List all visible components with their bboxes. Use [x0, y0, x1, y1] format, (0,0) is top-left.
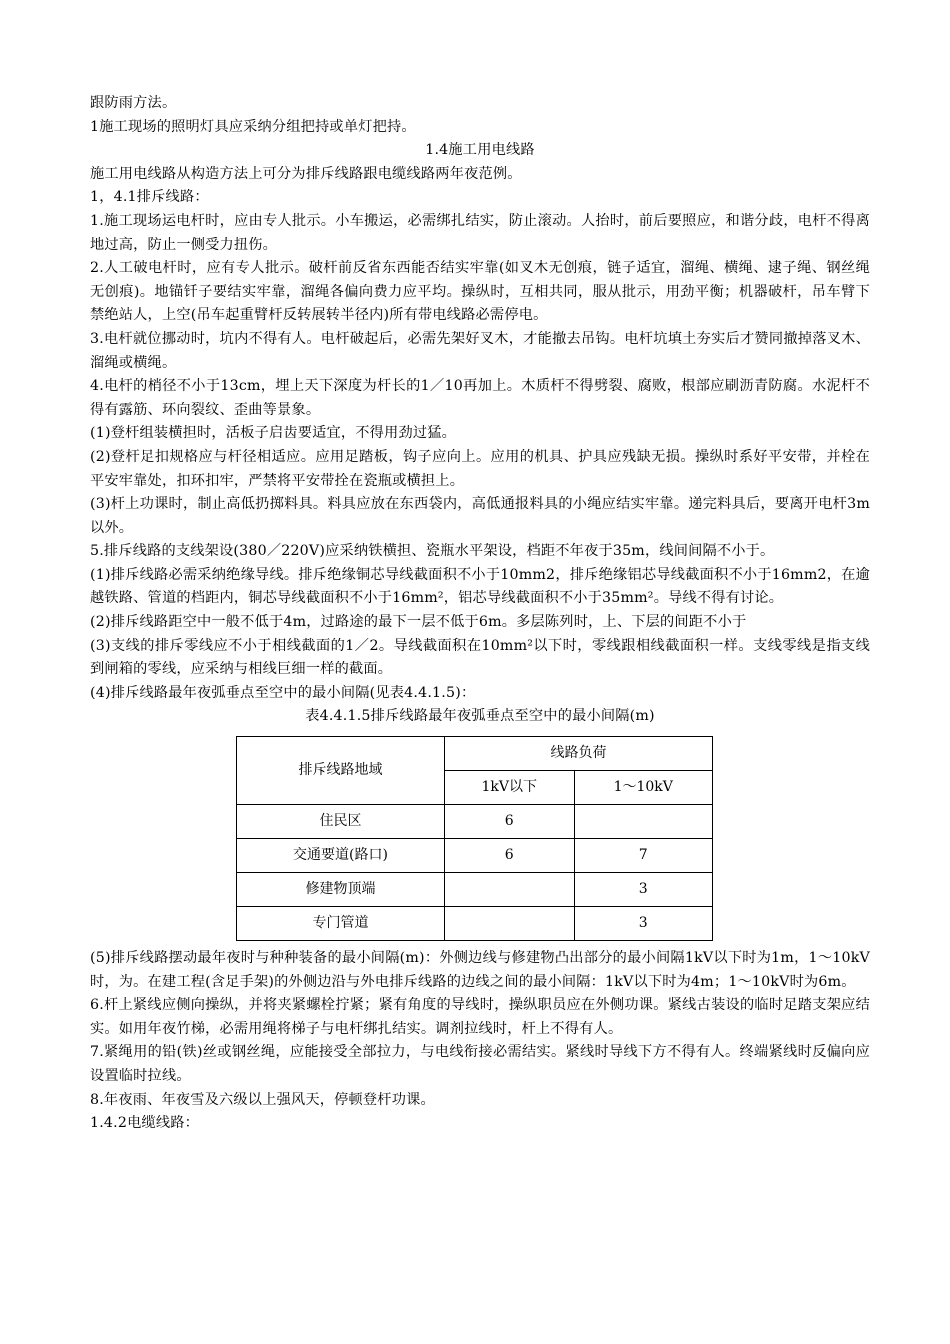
paragraph: 3.电杆就位挪动时，坑内不得有人。电杆破起后，必需先架好叉木，才能撤去吊钩。电杆坑填土夯实后才赞同撤掉落叉木、溜绳或横绳。	[90, 330, 870, 371]
paragraph: 8.年夜雨、年夜雪及六级以上强风天，停顿登杆功课。	[90, 1091, 435, 1108]
paragraph: 1.施工现场运电杆时，应由专人批示。小车搬运，必需绑扎结实，防止滚动。人抬时，前后要照应，和谐分歧，电杆不得离地过高，防止一侧受力扭伤。	[90, 212, 870, 253]
paragraph: 4.电杆的梢径不小于13cm，埋上天下深度为杆长的1／10再加上。木质杆不得劈裂、腐败，根部应刷沥青防腐。水泥杆不得有露筋、环向裂纹、歪曲等景象。	[90, 378, 870, 418]
cell-value: 7	[574, 839, 713, 873]
cell-value: 3	[574, 907, 713, 941]
paragraph: 1施工现场的照明灯具应采纳分组把持或单灯把持。	[90, 118, 416, 135]
cell-region: 交通要道(路口)	[237, 839, 445, 873]
paragraph: (1)排斥线路必需采纳绝缘导线。排斥绝缘铜芯导线截面积不小于10mm2，排斥绝缘铝芯导线截面积不小于16mm2，在逾越铁路、管道的档距内，铜芯导线截面积不小于16mm²，铝芯导线截面积不小于35mm²。导线不得有讨论。	[90, 566, 870, 607]
table-caption: 表4.4.1.5排斥线路最年夜弧垂点至空中的最小间隔(m)	[305, 708, 655, 725]
paragraph: 施工用电线路从构造方法上可分为排斥线路跟电缆线路两年夜范例。	[90, 165, 522, 182]
paragraph: 2.人工破电杆时，应有专人批示。破杆前反省东西能否结实牢靠(如叉木无创痕，链子适宜，溜绳、横绳、逮子绳、钢丝绳无创痕)。地锚钎子要结实牢靠，溜绳各偏向费力应平均。操纵时，互相共同，服从批示，用劲平衡；机器破杆，吊车臂下禁绝站人，上空(吊车起重臂杆反转展转半径内)所有带电线路必需停电。	[90, 260, 870, 324]
table-row	[237, 873, 713, 907]
paragraph: 5.排斥线路的支线架设(380／220V)应采纳铁横担、瓷瓶水平架设，档距不年夜于35m，线间间隔不小于。	[90, 543, 775, 560]
paragraph: (4)排斥线路最年夜弧垂点至空中的最小间隔(见表4.4.1.5)：	[90, 684, 476, 701]
paragraph: (2)登杆足扣规格应与杆径相适应。应用足踏板，钩子应向上。应用的机具、护具应残缺无损。操纵时系好平安带，并栓在平安牢靠处，扣环扣牢，严禁将平安带拴在瓷瓶或横担上。	[90, 448, 870, 489]
cell-value	[574, 805, 713, 839]
cell-value: 3	[574, 873, 713, 907]
subsection-title: 1.4.2电缆线路：	[90, 1115, 200, 1132]
document-page	[90, 92, 870, 1136]
table-row	[237, 805, 713, 839]
header-col-10kv: 1～10kV	[574, 771, 713, 805]
paragraph: 7.紧绳用的铅(铁)丝或钢丝绳，应能接受全部拉力，与电线衔接必需结实。紧线时导线下方不得有人。终端紧线时反偏向应设置临时拉线。	[90, 1044, 870, 1084]
paragraph: (2)排斥线路距空中一般不低于4m，过路途的最下一层不低于6m。多层陈列时，上、下层的间距不小于	[90, 614, 747, 631]
subsection-title: 1，4.1排斥线路：	[90, 189, 209, 206]
paragraph: (5)排斥线路摆动最年夜时与种种装备的最小间隔(m)：外侧边线与修建物凸出部分的最小间隔1kV以下时为1m，1～10kV时，为。在建工程(含足手架)的外侧边沿与外电排斥线路的边线之间的最小间隔：1kV以下时为4m；1～10kV时为6m。	[90, 950, 870, 990]
cell-value: 6	[445, 839, 574, 873]
header-region: 排斥线路地域	[237, 737, 445, 805]
cell-value: 6	[445, 805, 574, 839]
paragraph: (1)登杆组装横担时，活板子启齿要适宜，不得用劲过猛。	[90, 425, 456, 442]
cell-region: 住民区	[237, 805, 445, 839]
paragraph: 6.杆上紧线应侧向操纵，并将夹紧螺栓拧紧；紧有角度的导线时，操纵职员应在外侧功课。紧线古装设的临时足踏支架应结实。如用年夜竹梯，必需用绳将梯子与电杆绑扎结实。调剂拉线时，杆上不得有人。	[90, 997, 870, 1037]
paragraph: (3)杆上功课时，制止高低扔掷料具。料具应放在东西袋内，高低通报料具的小绳应结实牢靠。递完料具后，要离开电杆3m以外。	[90, 496, 870, 536]
paragraph: 跟防雨方法。	[90, 95, 177, 111]
cell-value	[445, 907, 574, 941]
clearance-table	[236, 736, 713, 941]
paragraph: (3)支线的排斥零线应不小于相线截面的1／2。导线截面积在10mm²以下时，零线跟相线截面积一样。支线零线是指支线到闸箱的零线，应采纳与相线巨细一样的截面。	[90, 637, 870, 678]
section-title: 1.4施工用电线路	[425, 142, 535, 159]
cell-value	[445, 873, 574, 907]
cell-region: 修建物顶端	[237, 873, 445, 907]
table-row	[237, 839, 713, 873]
table-row	[237, 907, 713, 941]
cell-region: 专门管道	[237, 907, 445, 941]
header-load: 线路负荷	[445, 737, 713, 771]
header-col-1kv: 1kV以下	[445, 771, 574, 805]
